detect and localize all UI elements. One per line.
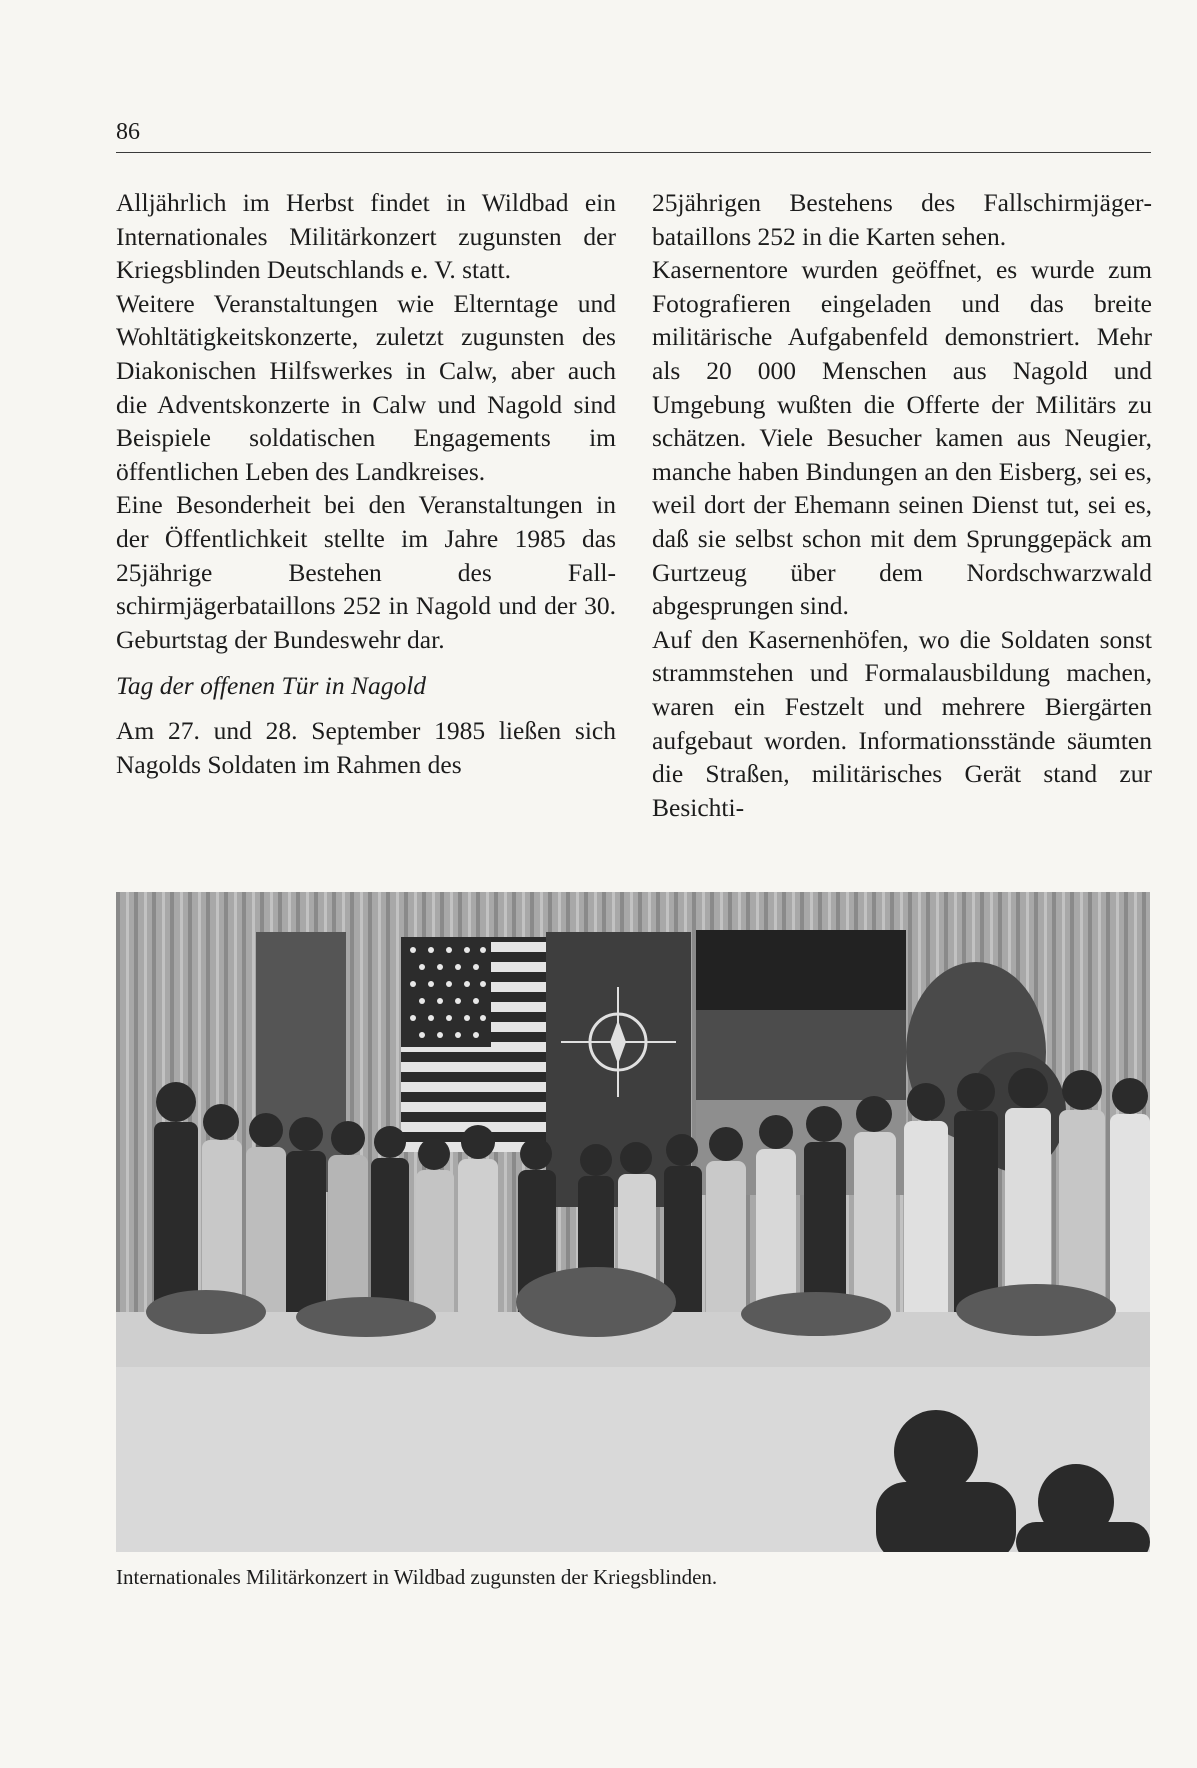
paragraph: Weitere Veranstaltungen wie Elterntage und Wohltätigkeitskonzerte, zuletzt zugunsten des Diakonischen Hilfswerkes in Calw, aber auch die Adventskonzerte in Calw und Nagold sind Beispiele soldatischen Engagements im öffentlichen Leben des Landkreises. bbox=[116, 288, 616, 486]
paragraph: Alljährlich im Herbst findet in Wildbad ein Internationales Militärkonzert zugunsten der Kriegsblinden Deutschlands e. V. statt. bbox=[116, 188, 616, 285]
paragraph: Am 27. und 28. September 1985 ließen sich Nagolds Soldaten im Rahmen des bbox=[116, 715, 616, 779]
photo-caption: Internationales Militärkonzert in Wildbad zugunsten der Kriegsblinden. bbox=[116, 1565, 718, 1589]
section-heading: Tag der offenen Tür in Nagold bbox=[116, 671, 427, 701]
page-number: 86 bbox=[116, 119, 140, 145]
paragraph: Kasernentore wurden geöffnet, es wurde zum Fotografieren eingeladen und das breite militärische Aufgabenfeld demonstriert. Mehr als 20 000 Menschen aus Nagold und Umgebung wußten die Offerte der Militärs zu schätzen. Viele Besucher kamen aus Neugier, manche haben Bindungen an den Eisberg, sei es, weil dort der Ehemann seinen Dienst tut, sei es, daß sie selbst schon mit dem Sprunggepäck am Gurtzeug über dem Nordschwarzwald abgesprungen sind. bbox=[652, 255, 1152, 621]
concert-photo bbox=[116, 892, 1150, 1552]
left-column bbox=[116, 186, 616, 781]
header-rule bbox=[116, 152, 1151, 153]
paragraph: 25jährigen Bestehens des Fallschirmjägerbataillons 252 in die Karten sehen. bbox=[652, 188, 1152, 251]
right-column bbox=[652, 186, 1152, 824]
concert-photo-illustration bbox=[116, 892, 1150, 1552]
paragraph: Eine Besonderheit bei den Veranstaltungen in der Öffentlichkeit stellte im Jahre 1985 das 25jährige Bestehen des Fallschirmjägerbataillons 252 in Nagold und der 30. Geburtstag der Bundeswehr dar. bbox=[116, 490, 616, 654]
paragraph: Auf den Kasernenhöfen, wo die Soldaten sonst strammstehen und Formalausbildung machen, waren ein Festzelt und mehrere Biergärten aufgebaut worden. Informationsstände säumten die Straßen, militärisches Gerät stand zur Besichti- bbox=[652, 624, 1152, 822]
nato-flag bbox=[546, 932, 691, 1207]
